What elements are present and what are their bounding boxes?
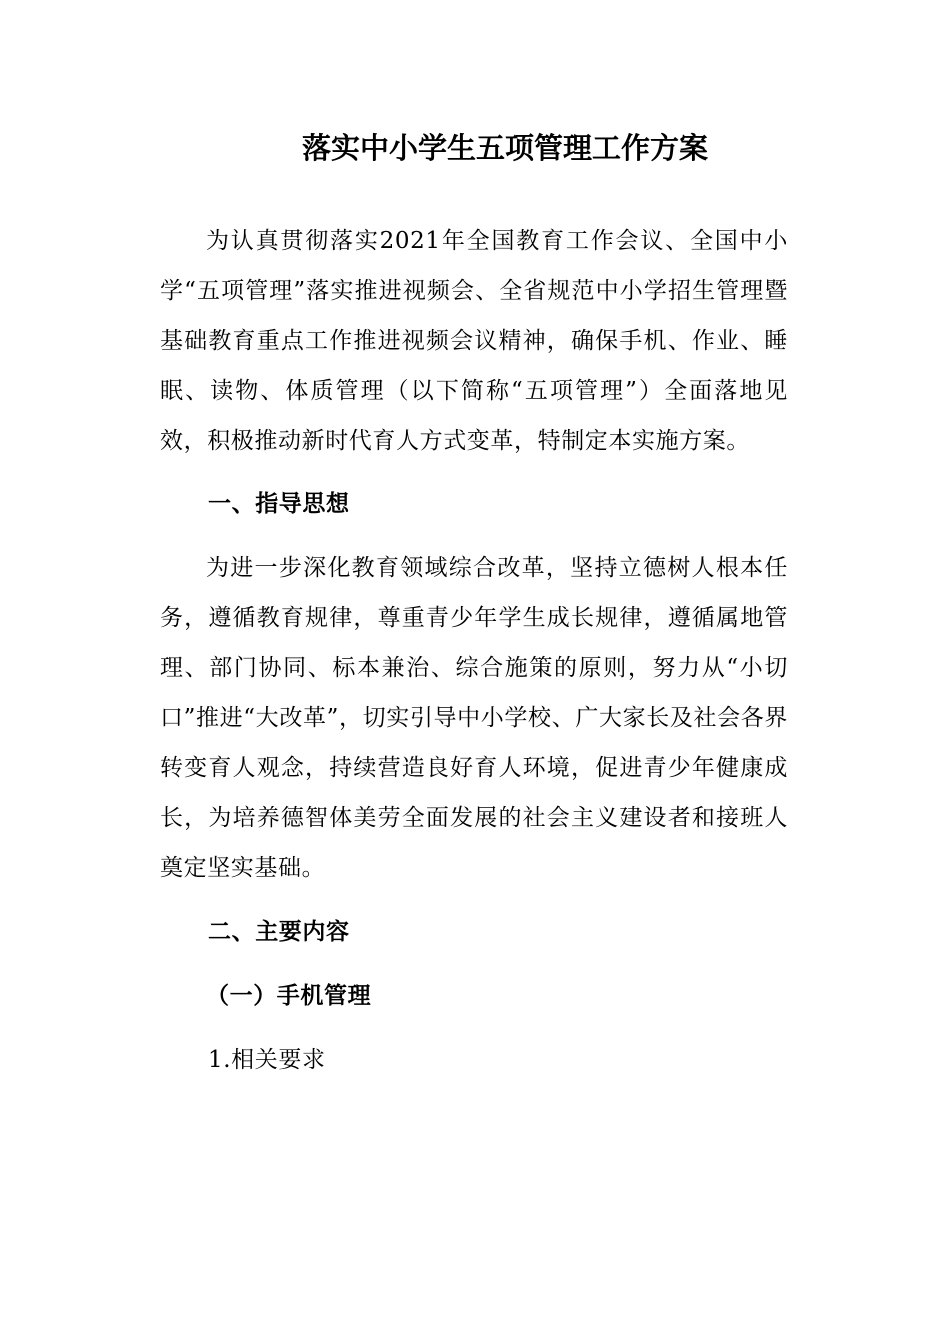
document-title: 落实中小学生五项管理工作方案: [301, 131, 708, 165]
item-related-requirements: 1.相关要求: [208, 1047, 326, 1073]
intro-paragraph: 为认真贯彻落实2021年全国教育工作会议、全国中小学“五项管理”落实推进视频会、全省规范中小学招生管理暨基础教育重点工作推进视频会议精神，确保手机、作业、睡眠、读物、体质管理（以下简称“五项管理”）全面落地见效，积极推动新时代育人方式变革，特制定本实施方案。: [160, 228, 788, 454]
section-heading-main-content: 二、主要内容: [208, 919, 350, 945]
subsection-heading-phone-management: （一）手机管理: [206, 982, 372, 1009]
guiding-ideology-paragraph: 为进一步深化教育领域综合改革，坚持立德树人根本任务，遵循教育规律，尊重青少年学生成长规律，遵循属地管理、部门协同、标本兼治、综合施策的原则，努力从“小切口”推进“大改革”，切实引导中小学校、广大家长及社会各界转变育人观念，持续营造良好育人环境，促进青少年健康成长，为培养德智体美劳全面发展的社会主义建设者和接班人奠定坚实基础。: [160, 555, 788, 881]
section-heading-guiding-ideology: 一、指导思想: [208, 491, 350, 517]
